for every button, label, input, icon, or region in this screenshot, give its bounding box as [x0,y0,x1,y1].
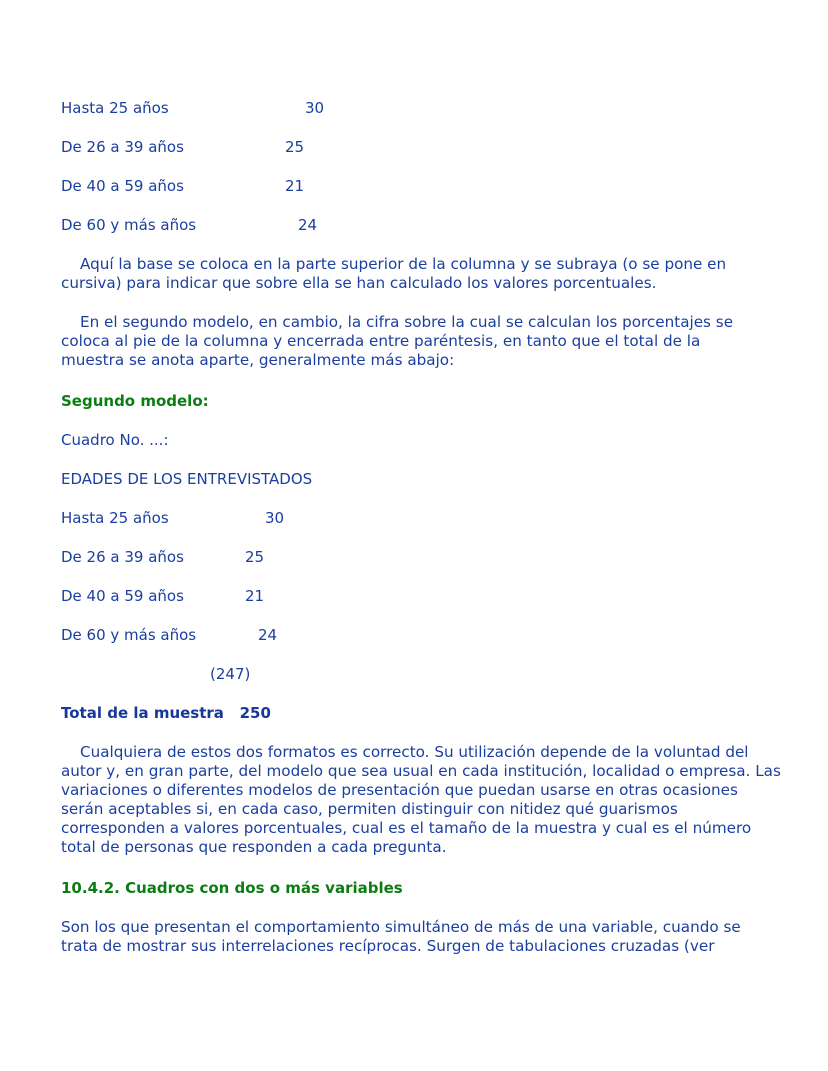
table-row [61,626,278,645]
row-value: 24 [258,626,278,644]
base-value-text: (247) [210,665,251,683]
row-value: 25 [245,548,265,566]
row-label: De 26 a 39 años [61,138,184,156]
table-title: EDADES DE LOS ENTREVISTADOS [61,470,313,488]
row-value: 21 [245,587,265,605]
table-row [61,216,318,235]
row-label: De 60 y más años [61,626,197,644]
row-value: 30 [265,509,285,527]
row-value: 30 [305,99,325,117]
paragraph-section: Son los que presentan el comportamiento simultáneo de más de una variable, cuando se trata de mostrar sus interrelaciones recíprocas. Surgen de tabulaciones cruzadas (ver [61,918,741,955]
second-model-heading: Segundo modelo: [61,392,209,410]
row-label: De 40 a 59 años [61,177,184,195]
paragraph-second-model: En el segundo modelo, en cambio, la cifra sobre la cual se calculan los porcentajes se coloca al pie de la columna y encerrada entre paréntesis, en tanto que el total de la muestra se anota aparte, generalmente más abajo: [61,313,734,369]
paragraph-base-top: Aquí la base se coloca en la parte superior de la columna y se subraya (o se pone en cursiva) para indicar que sobre ella se han calculado los valores porcentuales. [61,255,727,292]
row-label: De 26 a 39 años [61,548,184,566]
row-label: De 40 a 59 años [61,587,184,605]
row-value: 24 [298,216,318,234]
table-row [61,138,305,157]
table-row [61,99,325,118]
row-value: 25 [285,138,305,156]
row-label: De 60 y más años [61,216,197,234]
section-heading: 10.4.2. Cuadros con dos o más variables [61,879,403,897]
table-row [61,587,265,606]
table-row [61,177,305,196]
total-sample: Total de la muestra 250 [61,704,271,722]
row-value: 21 [285,177,305,195]
row-label: Hasta 25 años [61,99,169,117]
paragraph-formats: Cualquiera de estos dos formatos es correcto. Su utilización depende de la voluntad del autor y, en gran parte, del modelo que sea usual en cada institución, localidad o empresa. Las variaciones o diferentes modelos de presentación que puedan usarse en otras ocasiones serán aceptables si, en cada caso, permiten distinguir con nitidez qué guarismos corresponden a valores porcentuales, cual es el tamaño de la muestra y cual es el número total de personas que responden a cada pregunta. [61,743,781,856]
table-number: Cuadro No. ...: [61,431,169,449]
table-row [61,548,265,567]
row-label: Hasta 25 años [61,509,169,527]
table-row [61,509,285,528]
